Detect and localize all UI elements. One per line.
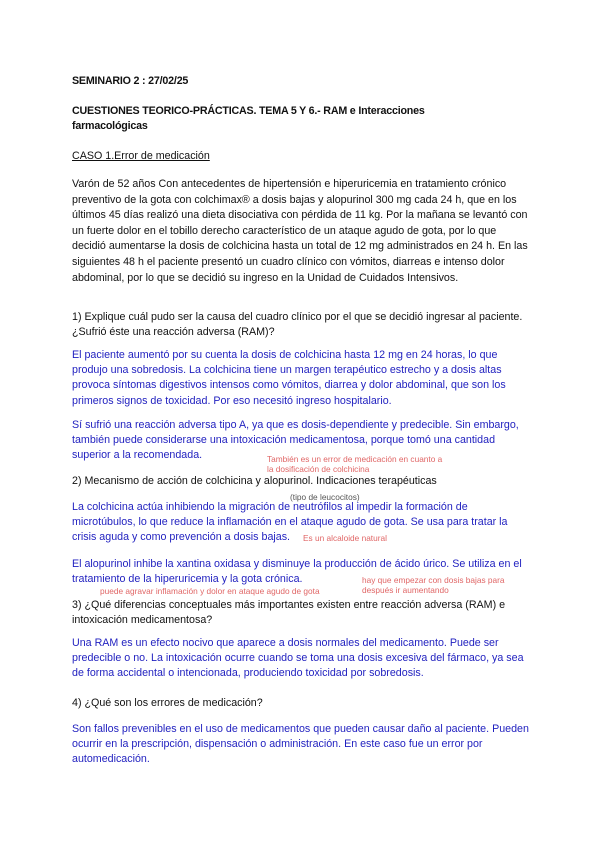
seminar-heading: SEMINARIO 2 : 27/02/25 xyxy=(72,75,189,87)
question-2: 2) Mecanismo de acción de colchicina y alopurinol. Indicaciones terapéuticas xyxy=(72,475,437,487)
answer-4: Son fallos prevenibles en el uso de medicamentos que pueden causar daño al paciente. Pueden ocurrir en la prescripción, dispensación o administración. En este caso fue un error por automedicación. xyxy=(72,723,529,766)
answer-2b: El alopurinol inhibe la xantina oxidasa y disminuye la producción de ácido úrico. Se utiliza en el tratamiento de la hiperuricemia y la gota crónica. xyxy=(72,558,522,586)
annotation-error-medicacion-line2: la dosificación de colchicina xyxy=(267,464,370,474)
page-title-line1: CUESTIONES TEORICO-PRÁCTICAS. TEMA 5 Y 6.- RAM e Interacciones xyxy=(72,105,425,117)
question-1: 1) Explique cuál pudo ser la causa del cuadro clínico por el que se decidió ingresar al paciente. ¿Sufrió éste una reacción adversa (RAM)? xyxy=(72,311,523,339)
annotation-error-medicacion xyxy=(267,454,442,474)
annotation-dosis-bajas-line1: hay que empezar con dosis bajas para xyxy=(362,575,505,585)
answer-2a: La colchicina actúa inhibiendo la migración de neutrófilos al impedir la formación de microtúbulos, lo que reduce la inflamación en el ataque agudo de gota. Se usa para tratar la crisis aguda y como prevención a dosis bajas. xyxy=(72,501,508,544)
page-title xyxy=(72,104,532,134)
question-3: 3) ¿Qué diferencias conceptuales más importantes existen entre reacción adversa (RAM) e intoxicación medicamentosa? xyxy=(72,599,506,627)
answer-1a: El paciente aumentó por su cuenta la dosis de colchicina hasta 12 mg en 24 horas, lo que produjo una sobredosis. La colchicina tiene un margen terapéutico estrecho y a dosis altas provoca síntomas digestivos intensos como vómitos, diarrea y dolor abdominal, que son los primeros signos de toxicidad. Por eso necesitó ingreso hospitalario. xyxy=(72,349,506,407)
page-title-line2: farmacológicas xyxy=(72,120,148,133)
annotation-agravar-inflamacion: puede agravar inflamación y dolor en ataque agudo de gota xyxy=(100,586,320,596)
annotation-error-medicacion-line1: También es un error de medicación en cuanto a xyxy=(267,454,443,464)
case-description: Varón de 52 años Con antecedentes de hipertensión e hiperuricemia en tratamiento crónico preventivo de la gota con colchimax® a dosis bajas y alopurinol 300 mg cada 24 h, que en los últimos 45 días realizó una dieta disociativa con pérdida de 11 kg. Por la mañana se levantó con un fuerte dolor en el tobillo derecho característico de un ataque agudo de gota, por lo que decidió aumentarse la dosis de colchicina hasta un total de 12 mg administrados en 24 h. En las siguientes 48 h el paciente presentó un cuadro clínico con vómitos, diarreas e intenso dolor abdominal, por lo que se decidió su ingreso en la Unidad de Cuidados Intensivos. xyxy=(72,178,528,284)
answer-1b: Sí sufrió una reacción adversa tipo A, ya que es dosis-dependiente y predecible. Sin embargo, también puede considerarse una intoxicación medicamentosa, porque tomó una cantidad superior a la recomendada. xyxy=(72,419,519,462)
annotation-dosis-bajas-line2: después ir aumentando xyxy=(362,585,449,595)
case-heading: CASO 1.Error de medicación xyxy=(72,150,210,162)
annotation-dosis-bajas xyxy=(362,575,505,595)
annotation-leucocitos: (tipo de leucocitos) xyxy=(290,492,360,502)
question-4: 4) ¿Qué son los errores de medicación? xyxy=(72,697,263,709)
annotation-alcaloide: Es un alcaloide natural xyxy=(303,533,387,543)
answer-3: Una RAM es un efecto nocivo que aparece a dosis normales del medicamento. Puede ser predecible o no. La intoxicación ocurre cuando se toma una dosis excesiva del fármaco, ya sea de forma accidental o intencionada, produciendo toxicidad por sobredosis. xyxy=(72,637,524,680)
